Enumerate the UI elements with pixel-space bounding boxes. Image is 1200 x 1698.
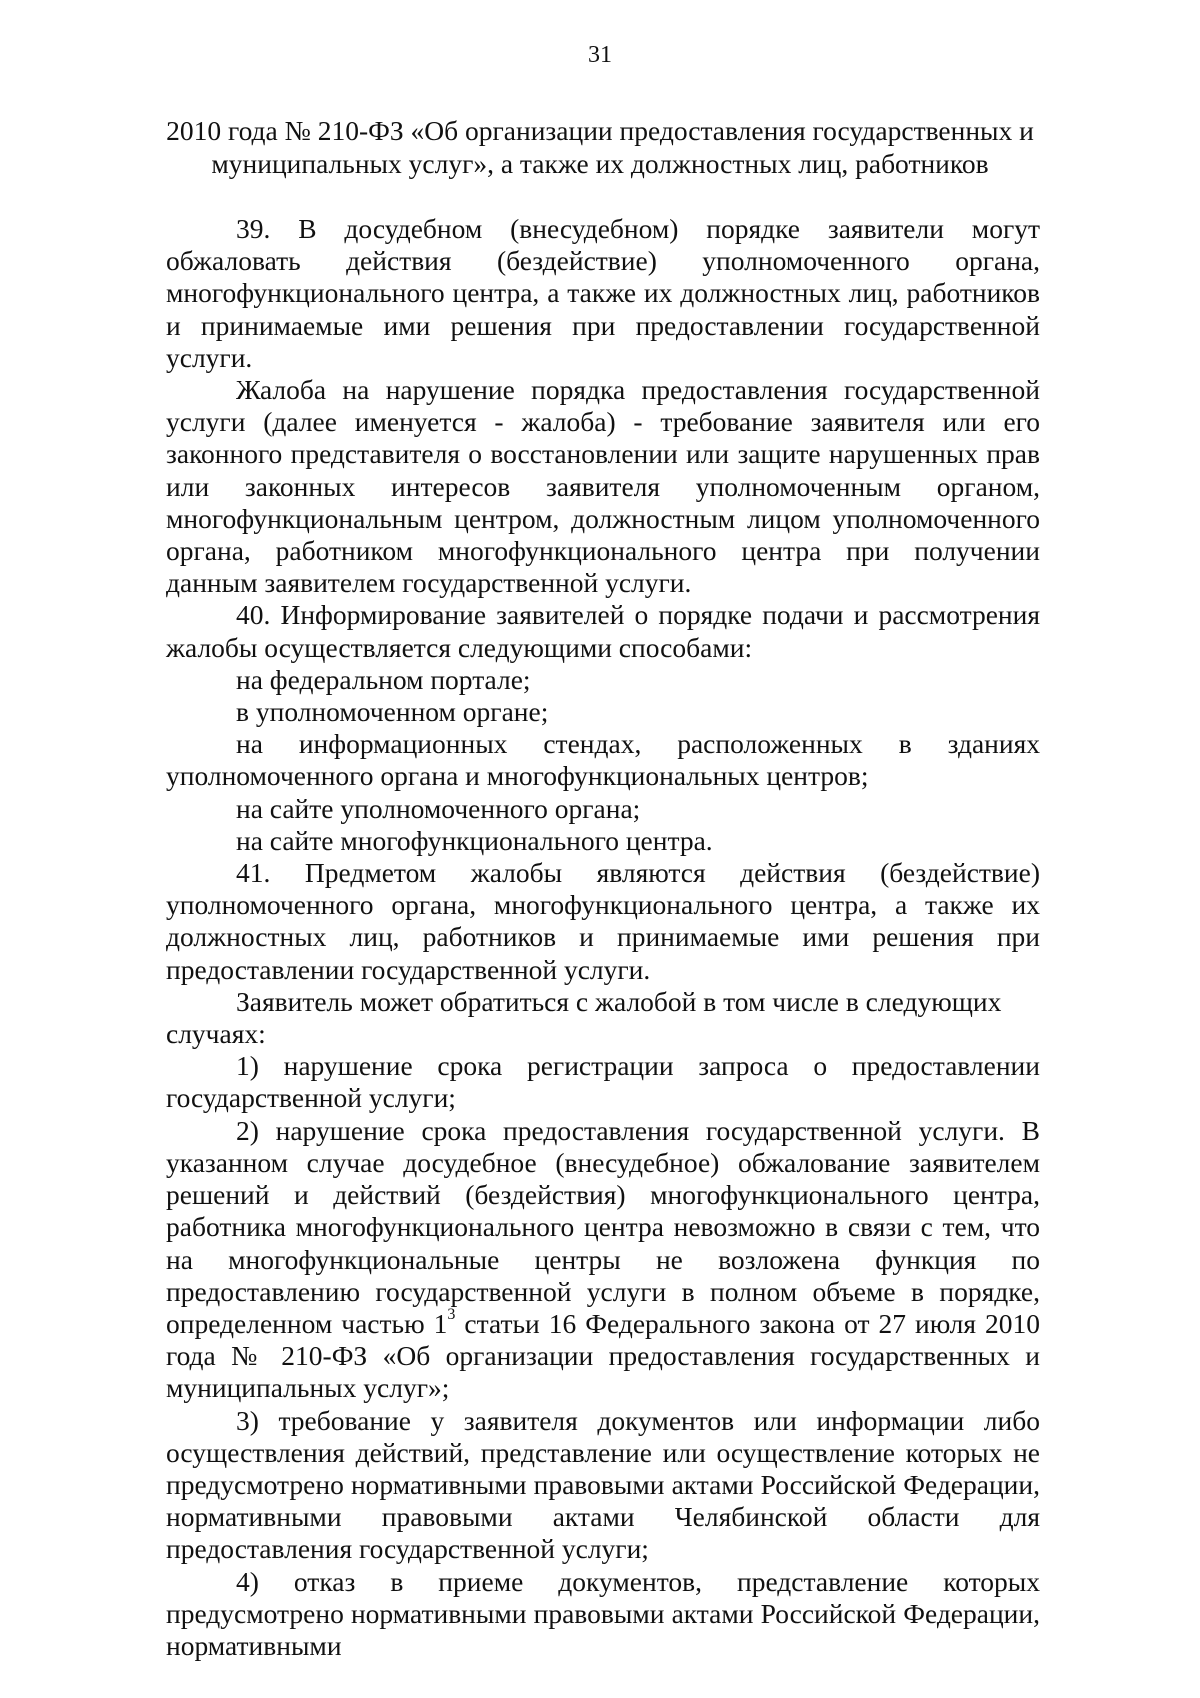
page-number: 31 (588, 42, 612, 68)
paragraph-41: 41. Предметом жалобы являются действия (бездействие) уполномоченного органа, многофункционального центра, а также их должностных лиц, работников и принимаемые ими решения при предоставлении государственной услуги. (166, 857, 1040, 985)
heading-line-1: 2010 года № 210-ФЗ «Об организации предоставления государственных и (166, 115, 1034, 146)
case-item-3: 3) требование у заявителя документов или информации либо осуществления действий, представление или осуществление которых не предусмотрено нормативными правовыми актами Российской Федерации, нормативными правовыми актами Челябинской области для предоставления государственной услуги; (166, 1404, 1040, 1565)
paragraph-cases-intro: Заявитель может обратиться с жалобой в том числе в следующих случаях: (166, 985, 1002, 1050)
list-item: на сайте уполномоченного органа; (236, 792, 641, 824)
section-heading (160, 114, 1040, 180)
list-item: на федеральном портале; (236, 663, 531, 695)
superscript-number: 3 (447, 1305, 456, 1323)
document-body (166, 213, 1040, 1662)
paragraph-39: 39. В досудебном (внесудебном) порядке заявители могут обжаловать действия (бездействие) уполномоченного органа, многофункционального центра, а также их должностных лиц, работников и принимаемые ими решения при предоставлении государственной услуги. (166, 213, 1040, 373)
case-item-2-text-b: статьи 16 Федерального закона от 27 июля 2010 года № 210-ФЗ «Об организации предоставления государственных и муниципальных услуг»; (166, 1307, 1040, 1404)
paragraph-complaint-definition: Жалоба на нарушение порядка предоставления государственной услуги (далее именуется - жалоба) - требование заявителя или его законного представителя о восстановлении или защите нарушенных прав или законных интересов заявителя уполномоченным органом, многофункциональным центром, должностным лицом уполномоченного органа, работником многофункционального центра при получении данным заявителем государственной услуги. (166, 374, 1040, 599)
list-item: в уполномоченном органе; (236, 696, 549, 728)
paragraph-40: 40. Информирование заявителей о порядке подачи и рассмотрения жалобы осуществляется следующими способами: (166, 599, 1040, 663)
list-item: на информационных стендах, расположенных в зданиях уполномоченного органа и многофункциональных центров; (166, 728, 1040, 792)
case-item-4: 4) отказ в приеме документов, представление которых предусмотрено нормативными правовыми актами Российской Федерации, нормативными (166, 1565, 1040, 1661)
case-item-2 (166, 1115, 1040, 1405)
list-item: на сайте многофункционального центра. (236, 824, 713, 856)
case-item-1: 1) нарушение срока регистрации запроса о предоставлении государственной услуги; (166, 1050, 1040, 1114)
case-item-2-text-a: 2) нарушение срока предоставления государственной услуги. В указанном случае досудебное (внесудебное) обжалование заявителем решений и действий (бездействия) многофункционального центра, работника многофункционального центра невозможно в связи с тем, что на многофункциональные центры не возложена функция по предоставлению государственной услуги в полном объеме в порядке, определенном частью 1 (166, 1114, 1040, 1339)
heading-line-2: муниципальных услуг», а также их должностных лиц, работников (211, 148, 989, 179)
